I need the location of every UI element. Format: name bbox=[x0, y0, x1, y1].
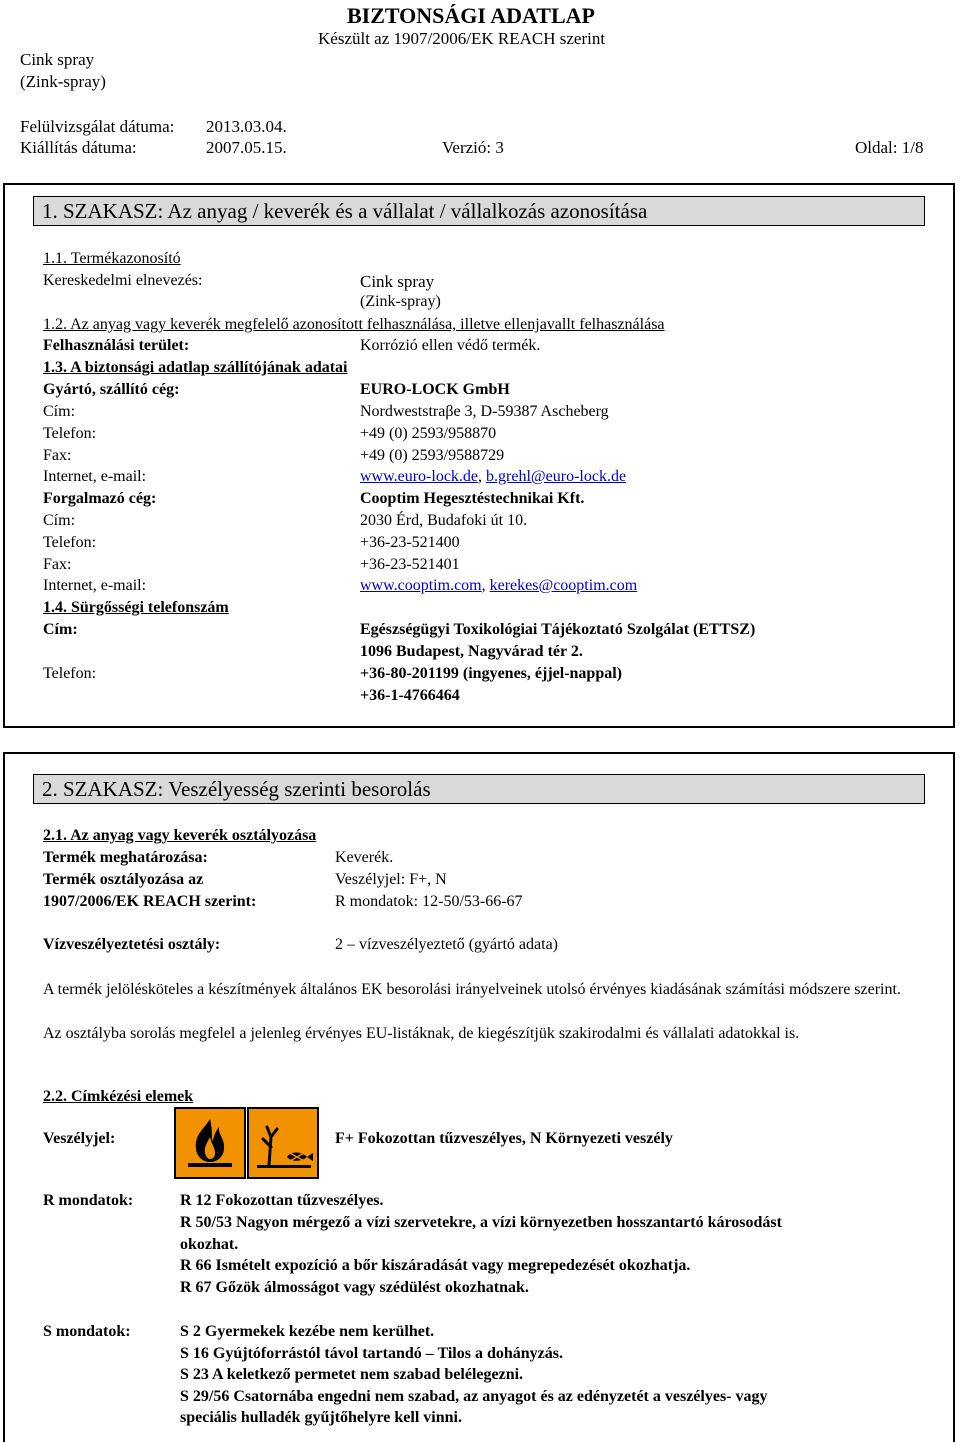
revision-date-label: Felülvizsgálat dátuma: bbox=[20, 117, 175, 136]
paragraph-labelling: A termék jelölésköteles a készítmények általános EK besorolási irányelveinek utolsó érvényes kiadásának számítási módszere szerint. bbox=[43, 981, 901, 998]
manufacturer-label: Gyártó, szállító cég: bbox=[43, 381, 180, 398]
section-2-1-heading: 2.1. Az anyag vagy keverék osztályozása bbox=[43, 827, 317, 844]
section-1-4-heading: 1.4. Sürgősségi telefonszám bbox=[43, 599, 229, 616]
distributor-web-label: Internet, e-mail: bbox=[43, 577, 147, 594]
emergency-address-label: Cím: bbox=[43, 621, 78, 638]
definition-value: Keverék. bbox=[335, 849, 394, 866]
document-subtitle: Készült az 1907/2006/EK REACH szerint bbox=[318, 29, 606, 48]
hazard-symbol-label: Veszélyjel: bbox=[43, 1130, 116, 1147]
section-2-2-heading: 2.2. Címkézési elemek bbox=[43, 1088, 194, 1105]
link-separator: , bbox=[481, 577, 490, 594]
use-label: Felhasználási terület: bbox=[43, 337, 190, 354]
product-name: Cink spray bbox=[20, 50, 95, 69]
emergency-address-value-2: 1096 Budapest, Nagyvárad tér 2. bbox=[360, 643, 583, 660]
page-number: Oldal: 1/8 bbox=[855, 138, 924, 157]
section-1-3-heading: 1.3. A biztonsági adatlap szállítójának adatai bbox=[43, 359, 348, 376]
classification-label-2: 1907/2006/EK REACH szerint: bbox=[43, 893, 257, 910]
fax-value: +49 (0) 2593/9588729 bbox=[360, 447, 505, 464]
revision-date: 2013.03.04. bbox=[206, 117, 287, 136]
web-label: Internet, e-mail: bbox=[43, 468, 147, 485]
classification-label-1: Termék osztályozása az bbox=[43, 871, 204, 888]
distributor-email-link[interactable]: kerekes@cooptim.com bbox=[489, 577, 638, 594]
trade-name-alt: (Zink-spray) bbox=[360, 293, 441, 310]
address-value: Nordweststraβe 3, D-59387 Ascheberg bbox=[360, 403, 609, 420]
manufacturer-value: EURO-LOCK GmbH bbox=[360, 381, 510, 398]
emergency-phone-value: +36-80-201199 (ingyenes, éjjel-nappal) bbox=[360, 665, 622, 682]
product-alt-name: (Zink-spray) bbox=[20, 72, 106, 91]
classification-value-2: R mondatok: 12-50/53-66-67 bbox=[335, 893, 523, 910]
distributor-phone-value: +36-23-521400 bbox=[360, 534, 460, 551]
r-phrase: R 12 Fokozottan tűzveszélyes. bbox=[180, 1192, 384, 1209]
distributor-website-link[interactable]: www.cooptim.com bbox=[360, 577, 482, 594]
classification-value-1: Veszélyjel: F+, N bbox=[335, 871, 447, 888]
s-phrase: S 2 Gyermekek kezébe nem kerülhet. bbox=[180, 1323, 435, 1340]
r-phrase: okozhat. bbox=[180, 1236, 239, 1253]
distributor-fax-value: +36-23-521401 bbox=[360, 556, 460, 573]
emergency-phone-label: Telefon: bbox=[43, 665, 97, 682]
distributor-address-value: 2030 Érd, Budafoki út 10. bbox=[360, 512, 528, 529]
r-phrase: R 66 Ismételt expozíció a bőr kiszáradását vagy megrepedezését okozhatja. bbox=[180, 1257, 691, 1274]
distributor-fax-label: Fax: bbox=[43, 556, 72, 573]
section-1-title: 1. SZAKASZ: Az anyag / keverék és a vállalat / vállalkozás azonosítása bbox=[33, 196, 925, 226]
issue-date: 2007.05.15. bbox=[206, 138, 287, 157]
environment-icon bbox=[247, 1107, 319, 1179]
emergency-phone-value-2: +36-1-4766464 bbox=[360, 687, 460, 704]
section-1-2-heading: 1.2. Az anyag vagy keverék megfelelő azonosított felhasználása, illetve ellenjavallt felhasználása bbox=[43, 316, 665, 333]
s-phrase: S 29/56 Csatornába engedni nem szabad, az anyagot és az edényzetét a veszélyes- vagy bbox=[180, 1388, 768, 1405]
water-hazard-label: Vízveszélyeztetési osztály: bbox=[43, 936, 221, 953]
distributor-label: Forgalmazó cég: bbox=[43, 490, 157, 507]
r-phrases-label: R mondatok: bbox=[43, 1192, 134, 1209]
phone-label: Telefon: bbox=[43, 425, 97, 442]
r-phrase: R 67 Gőzök álmosságot vagy szédülést okozhatnak. bbox=[180, 1279, 529, 1296]
emergency-address-value: Egészségügyi Toxikológiai Tájékoztató Szolgálat (ETTSZ) bbox=[360, 621, 756, 638]
distributor-contact-line bbox=[360, 577, 637, 595]
distributor-address-label: Cím: bbox=[43, 512, 76, 529]
document-title: BIZTONSÁGI ADATLAP bbox=[347, 3, 595, 28]
flame-icon bbox=[174, 1107, 246, 1179]
distributor-phone-label: Telefon: bbox=[43, 534, 97, 551]
email-link[interactable]: b.grehl@euro-lock.de bbox=[486, 468, 627, 485]
trade-name-value: Cink spray bbox=[360, 272, 435, 291]
paragraph-classification: Az osztályba sorolás megfelel a jelenleg érvényes EU-listáknak, de kiegészítjük szakirodalmi és vállalati adatokkal is. bbox=[43, 1025, 800, 1042]
s-phrases-label: S mondatok: bbox=[43, 1323, 131, 1340]
website-link[interactable]: www.euro-lock.de bbox=[360, 468, 479, 485]
hazard-symbol-value: F+ Fokozottan tűzveszélyes, N Környezeti veszély bbox=[335, 1130, 673, 1147]
trade-name-label: Kereskedelmi elnevezés: bbox=[43, 272, 203, 289]
s-phrase: S 23 A keletkező permetet nem szabad belélegezni. bbox=[180, 1366, 524, 1383]
definition-label: Termék meghatározása: bbox=[43, 849, 208, 866]
r-phrase: R 50/53 Nagyon mérgező a vízi szervetekre, a vízi környezetben hosszantartó károsodást bbox=[180, 1214, 782, 1231]
fax-label: Fax: bbox=[43, 447, 72, 464]
distributor-value: Cooptim Hegesztéstechnikai Kft. bbox=[360, 490, 585, 507]
link-separator: , bbox=[478, 468, 487, 485]
water-hazard-value: 2 – vízveszélyeztető (gyártó adata) bbox=[335, 936, 558, 953]
s-phrase: S 16 Gyújtóforrástól távol tartandó – Tilos a dohányzás. bbox=[180, 1345, 563, 1362]
s-phrase: speciális hulladék gyűjtőhelyre kell vinni. bbox=[180, 1409, 462, 1426]
phone-value: +49 (0) 2593/958870 bbox=[360, 425, 497, 442]
address-label: Cím: bbox=[43, 403, 76, 420]
issue-date-label: Kiállítás dátuma: bbox=[20, 138, 137, 157]
section-1-1-heading: 1.1. Termékazonosító bbox=[43, 250, 181, 267]
version-label: Verzió: 3 bbox=[442, 138, 504, 157]
use-value: Korrózió ellen védő termék. bbox=[360, 337, 541, 354]
web-contact-line bbox=[360, 468, 626, 486]
section-2-title: 2. SZAKASZ: Veszélyesség szerinti besorolás bbox=[33, 774, 925, 804]
